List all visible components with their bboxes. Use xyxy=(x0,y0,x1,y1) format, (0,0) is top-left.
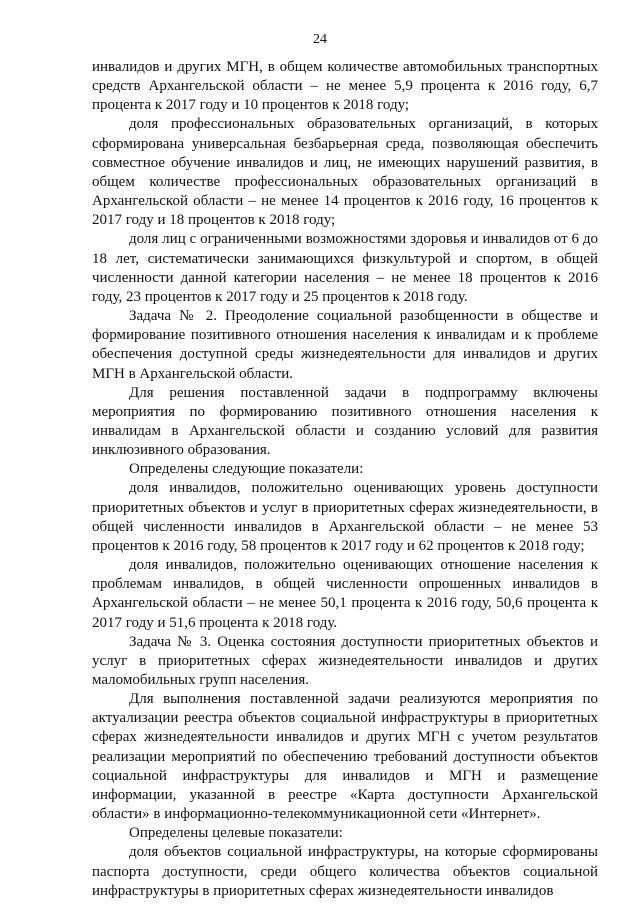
paragraph: Для выполнения поставленной задачи реализуются мероприятия по актуализации реестра объектов социальной инфраструктуры в приоритетных сферах жизнедеятельности инвалидов и других МГН с учетом результатов реализации мероприятий по обеспечению требований доступности объектов социальной инфраструктуры для инвалидов и МГН и размещение информации, указанной в реестре «Карта доступности Архангельской области» в информационно-телекоммуникационной сети «Интернет». xyxy=(92,691,598,823)
paragraph: Определены следующие показатели: xyxy=(129,461,364,478)
paragraph: доля лиц с ограниченными возможностями здоровья и инвалидов от 6 до 18 лет, систематически занимающихся физкультурой и спортом, в общей численности данной категории населения – не менее 18 процентов к 2016 году, 23 процентов к 2017 году и 25 процентов к 2018 году. xyxy=(92,231,598,305)
paragraph: инвалидов и других МГН, в общем количестве автомобильных транспортных средств Архангельской области – не менее 5,9 процента к 2016 году, 6,7 процента к 2017 году и 10 процентов к 2018 году; xyxy=(92,59,598,114)
paragraph: Определены целевые показатели: xyxy=(129,825,343,842)
paragraph-task-3: Задача № 3. Оценка состояния доступности приоритетных объектов и услуг в приоритетных сферах жизнедеятельности инвалидов и других маломобильных групп населения. xyxy=(92,633,598,688)
paragraph: доля профессиональных образовательных организаций, в которых сформирована универсальная безбарьерная среда, позволяющая обеспечить совместное обучение инвалидов и лиц, не имеющих нарушений развития, в общем количестве профессиональных образовательных организаций в Архангельской области – не менее 14 процентов к 2016 году, 16 процентов к 2017 году и 18 процентов к 2018 году; xyxy=(92,116,598,229)
paragraph: доля объектов социальной инфраструктуры, на которые сформированы паспорта доступности, среди общего количества объектов социальной инфраструктуры в приоритетных сферах жизнедеятельности инвалидов xyxy=(92,844,598,899)
document-body xyxy=(92,58,598,901)
page-number: 24 xyxy=(313,32,327,47)
paragraph: Для решения поставленной задачи в подпрограмму включены мероприятия по формированию позитивного отношения населения к инвалидам в Архангельской области и созданию условий для развития инклюзивного образования. xyxy=(92,384,598,459)
paragraph: доля инвалидов, положительно оценивающих уровень доступности приоритетных объектов и услуг в приоритетных сферах жизнедеятельности, в общей численности инвалидов в Архангельской области – не менее 53 процентов к 2016 году, 58 процентов к 2017 году и 62 процентов к 2018 году; xyxy=(92,480,598,554)
paragraph: доля инвалидов, положительно оценивающих отношение населения к проблемам инвалидов, в общей численности опрошенных инвалидов в Архангельской области – не менее 50,1 процента к 2016 году, 50,6 процента к 2017 году и 51,6 процента к 2018 году. xyxy=(92,557,598,631)
paragraph-task-2: Задача № 2. Преодоление социальной разобщенности в обществе и формирование позитивного отношения населения к инвалидам и к проблеме обеспечения доступной среды жизнедеятельности для инвалидов и других МГН в Архангельской области. xyxy=(92,308,598,382)
